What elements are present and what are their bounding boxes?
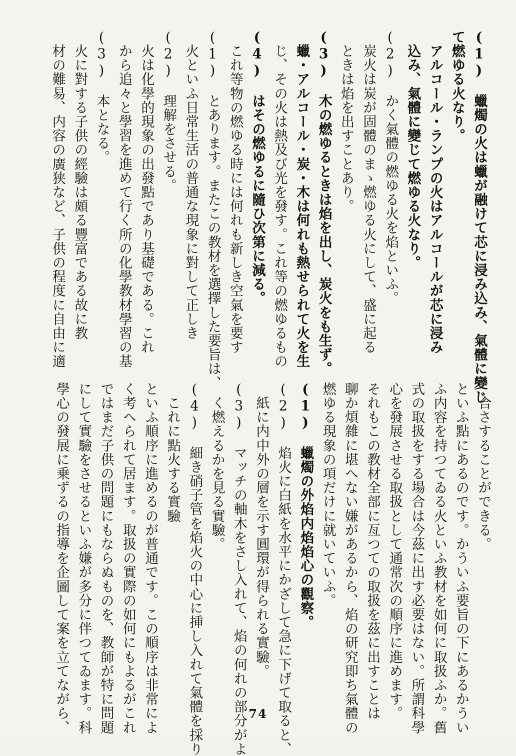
text-line: (4) はその燃ゆるに隨ひ次第に減る。 <box>248 30 265 306</box>
text-line: (2) 理解をさせる。 <box>160 30 177 193</box>
text-line: といふ點にあるのです。かういふ要旨の下にあるかうい <box>452 382 469 735</box>
text-line: 蠟・アルコール・炭・木は何れも熱せられて火を生 <box>293 30 310 369</box>
text-line: 式の取扱をする場合は今茲に出す必要はない。所謂科學 <box>408 382 425 735</box>
text-line: ふ内容を持つてゐる火といふ教材を如何に取扱ふか。舊 <box>430 382 447 735</box>
upper-text-block <box>46 30 490 405</box>
text-line: から追々と學習を進めて行く所の化學教材學習の基 <box>115 30 132 369</box>
text-line: じ、その火は熱及び光を發す。これ等の燃ゆるもの <box>271 30 288 369</box>
text-line: 火に對する子供の經驗は頗る豐富である故に教 <box>71 30 88 341</box>
text-line: (3) 木の燃ゆるときは焰を出し、炭火をも生ず。 <box>315 30 332 376</box>
text-line: 聊か煩雜に堪へない嫌があるから、焰の研究即ち氣體の <box>341 382 358 735</box>
text-line: く考へられて居ます。取扱の實際の如何にもよるがこれ <box>119 382 136 735</box>
text-line: 込み、氣體に變じて燃ゆる火なり。 <box>404 30 421 270</box>
text-line: 心を發展させる取扱として通常次の順序に進めます。 <box>386 382 403 721</box>
text-line: (2) かく氣體の燃ゆる火を焰といふ。 <box>382 30 399 306</box>
text-line: それもこの教材全部に亙つての取扱を茲に出すことは <box>363 382 380 721</box>
text-line: 合さすることができる。 <box>475 382 491 552</box>
text-line: 火は化學的現象の出發點であり基礎である。これ <box>137 30 154 355</box>
text-line: ではまだ子供の問題にもならぬものを、教師が特に問題 <box>97 382 114 735</box>
text-line: 炭火は炭が固體のまゝ燃ゆる火にして、盛に起る <box>359 30 376 355</box>
text-line: て燃ゆる火なり。 <box>448 30 465 143</box>
text-line: 材の難易、内容の廣狭など、子供の程度に自由に適 <box>49 30 66 369</box>
text-line: 學心の發展に乗ずるの指導を企圖して案を立てながら、 <box>53 382 70 735</box>
text-line: (1) 蠟燭の外焰内焰焰心の觀察。 <box>297 382 314 630</box>
text-line: (2) 焰火に白紙を水平にかざして急に下げて取ると、 <box>275 382 292 756</box>
text-line: (1) とあります。またこの教材を選擇した要旨は、 <box>204 30 221 390</box>
text-line: (1) 蠟燭の火は蠟が融けて芯に浸み込み、氣體に變じ <box>471 30 487 405</box>
text-line: (3) 本となる。 <box>93 30 110 165</box>
text-line: (3) マッチの軸木をさし入れて、焰の何れの部分がよ <box>230 382 247 756</box>
text-line: ときは焰を出すことあり。 <box>337 30 354 214</box>
text-line: (4) 細き硝子管を焰火の中心に挿し入れて氣體を採り <box>186 382 203 756</box>
text-line: 燃ゆる現象の項だけに就いていふ。 <box>319 382 336 608</box>
text-line: これ等物の燃ゆる時には何れも新しき空氣を要す <box>226 30 243 355</box>
text-line: これに點火する實驗 <box>164 382 181 523</box>
text-line: アルコール・ランプの火はアルコールが芯に浸み <box>426 30 443 355</box>
text-line: 火といふ日常生活の普通な現象に對して正しき <box>182 30 199 341</box>
text-line: 紙に内中外の層を示す圓環が得られる實驗。 <box>252 382 269 679</box>
page-number: 74 <box>248 707 268 721</box>
text-line: く燃えるかを見る實驗。 <box>208 382 225 552</box>
text-line: にして實驗をさせるといふ嫌が多分に伴つてゐます。科 <box>75 382 92 735</box>
text-line: といふ順序に進めるのが普通です。この順序は非常によ <box>141 382 158 735</box>
